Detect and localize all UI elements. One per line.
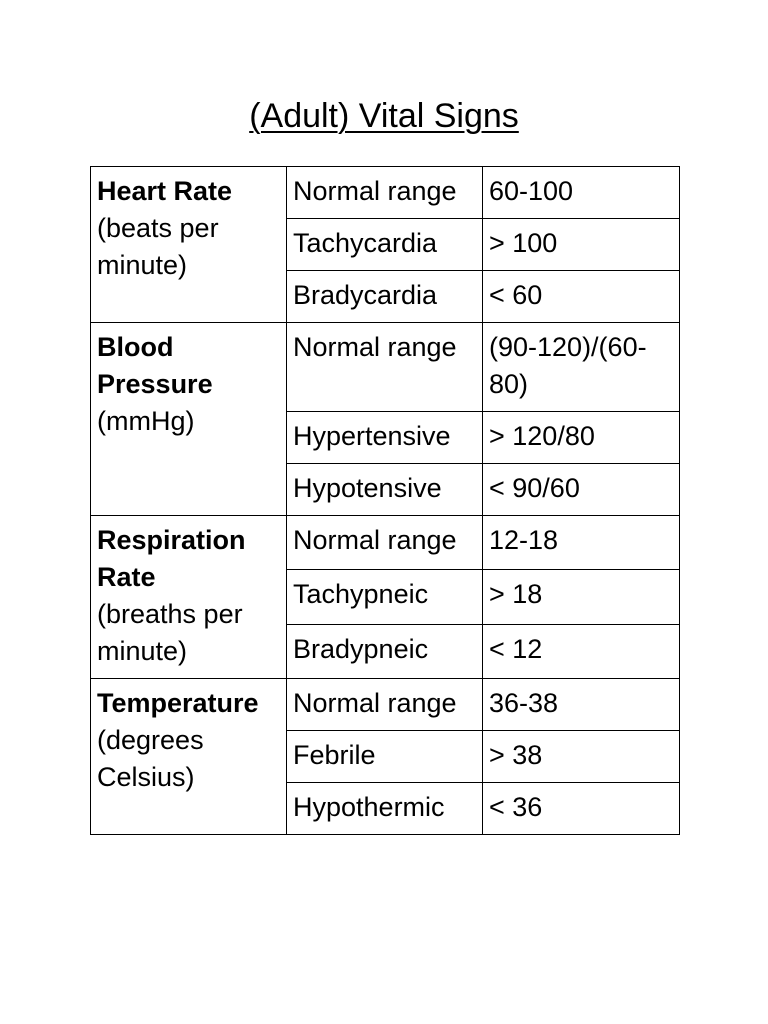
condition-value: > 100 [483, 219, 680, 271]
condition-value: 12-18 [483, 516, 680, 570]
condition-value: > 18 [483, 570, 680, 624]
condition-value: 36-38 [483, 679, 680, 731]
table-row [91, 679, 680, 731]
category-unit: (breaths per minute) [97, 599, 243, 666]
condition-label: Normal range [287, 167, 483, 219]
condition-value: < 12 [483, 624, 680, 678]
condition-label: Bradycardia [287, 271, 483, 323]
condition-label: Febrile [287, 731, 483, 783]
category-name: Blood Pressure [97, 332, 213, 399]
condition-value: (90-120)/(60-80) [483, 323, 680, 412]
table-row [91, 323, 680, 412]
category-unit: (mmHg) [97, 406, 195, 436]
condition-label: Normal range [287, 516, 483, 570]
condition-label: Hypothermic [287, 783, 483, 835]
category-name: Temperature [97, 688, 259, 718]
category-name: Respiration Rate [97, 525, 246, 592]
condition-label: Tachypneic [287, 570, 483, 624]
condition-label: Hypertensive [287, 412, 483, 464]
table-row [91, 516, 680, 570]
condition-value: < 90/60 [483, 464, 680, 516]
condition-value: < 60 [483, 271, 680, 323]
category-unit: (beats per minute) [97, 213, 219, 280]
condition-label: Tachycardia [287, 219, 483, 271]
condition-label: Normal range [287, 679, 483, 731]
condition-label: Bradypneic [287, 624, 483, 678]
condition-value: > 38 [483, 731, 680, 783]
condition-label: Normal range [287, 323, 483, 412]
category-name: Heart Rate [97, 176, 233, 206]
condition-value: 60-100 [483, 167, 680, 219]
condition-value: < 36 [483, 783, 680, 835]
table-row [91, 167, 680, 219]
category-cell-blood-pressure [91, 323, 287, 516]
category-unit: (degrees Celsius) [97, 725, 204, 792]
page-title: (Adult) Vital Signs [249, 97, 519, 135]
category-cell-heart-rate [91, 167, 287, 323]
condition-label: Hypotensive [287, 464, 483, 516]
category-cell-respiration-rate [91, 516, 287, 679]
condition-value: > 120/80 [483, 412, 680, 464]
category-cell-temperature [91, 679, 287, 835]
vital-signs-table [90, 166, 680, 835]
